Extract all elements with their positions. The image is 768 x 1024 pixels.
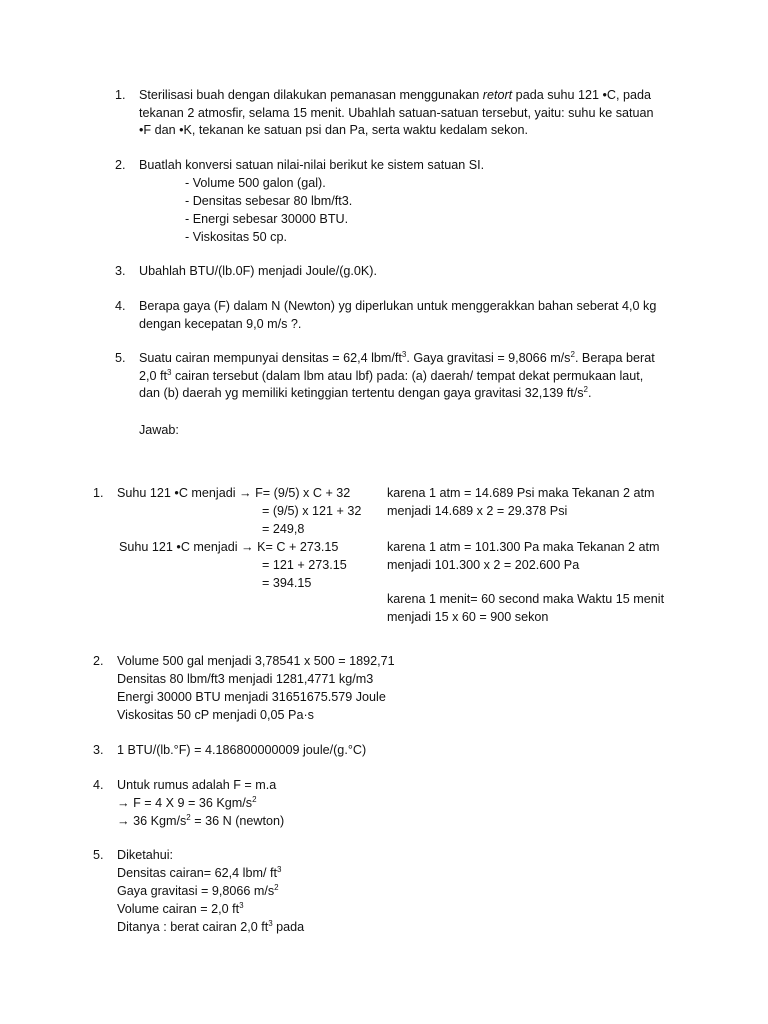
question-number: 3. — [115, 264, 126, 278]
answer-3 — [0, 742, 768, 760]
text-part: . — [588, 386, 592, 401]
answer-text: karena 1 atm = 101.300 Pa maka Tekanan 2 atm — [387, 540, 660, 554]
answer-text: Volume 500 gal menjadi 3,78541 x 500 = 1892,71 — [117, 654, 395, 668]
question-text — [139, 87, 679, 105]
answer-text: menjadi 101.300 x 2 = 202.600 Pa — [387, 558, 580, 572]
text-part: cairan tersebut (dalam lbm atau lbf) pada: (a) daerah/ tempat dekat permukaan laut, — [171, 368, 644, 383]
answer-text: menjadi 15 x 60 = 900 sekon — [387, 610, 549, 624]
list-item: - Viskositas 50 cp. — [185, 230, 287, 244]
text-part: = 36 N (newton) — [190, 814, 285, 828]
answer-number: 4. — [93, 778, 104, 792]
text-part: . Berapa berat — [574, 351, 655, 365]
answer-text: = 249,8 — [262, 522, 305, 536]
question-5 — [0, 350, 768, 404]
answer-text — [117, 795, 257, 813]
answer-text: = 394.15 — [262, 576, 312, 590]
question-text: dengan kecepatan 9,0 m/s ?. — [139, 316, 302, 331]
question-text — [139, 350, 679, 368]
question-number: 5. — [115, 351, 126, 365]
answer-number: 1. — [93, 486, 104, 500]
answer-text: Diketahui: — [117, 848, 174, 862]
answer-text: Densitas 80 lbm/ft3 menjadi 1281,4771 kg/m3 — [117, 672, 374, 686]
list-item: - Densitas sebesar 80 lbm/ft3. — [185, 194, 353, 208]
answer-text: = (9/5) x 121 + 32 — [262, 504, 362, 518]
question-number: 2. — [115, 158, 126, 172]
answer-text: Suhu 121 •C menjadi → K= C + 273.15 — [119, 540, 339, 554]
answer-text — [117, 919, 304, 937]
answer-number: 3. — [93, 743, 104, 757]
superscript: 2 — [570, 350, 575, 359]
text-part: . Gaya gravitasi = 9,8066 m/s — [406, 351, 571, 365]
list-item: - Energi sebesar 30000 BTU. — [185, 212, 349, 226]
text-part: Suatu cairan mempunyai densitas = 62,4 lbm/ft — [139, 351, 402, 365]
superscript: 2 — [583, 385, 588, 395]
question-text: Berapa gaya (F) dalam N (Newton) yg diperlukan untuk menggerakkan bahan seberat 4,0 kg — [139, 299, 657, 313]
question-4 — [0, 298, 768, 334]
answer-number: 2. — [93, 654, 104, 668]
superscript: 2 — [186, 813, 191, 822]
superscript: 2 — [252, 795, 257, 804]
answer-text: Suhu 121 •C menjadi → F= (9/5) x C + 32 — [117, 486, 351, 500]
answer-text — [117, 883, 279, 901]
question-text — [139, 385, 679, 403]
question-number: 1. — [115, 88, 126, 102]
text-part: pada — [272, 920, 305, 934]
text-part: Ditanya : berat cairan 2,0 ft — [117, 920, 269, 934]
answer-text: karena 1 atm = 14.689 Psi maka Tekanan 2 atm — [387, 486, 655, 500]
question-text: Ubahlah BTU/(lb.0F) menjadi Joule/(g.0K). — [139, 264, 377, 278]
list-item: - Volume 500 galon (gal). — [185, 176, 326, 190]
text-part: → F = 4 X 9 = 36 Kgm/s — [117, 796, 253, 810]
answer-text: 1 BTU/(lb.°F) = 4.186800000009 joule/(g.°C) — [117, 743, 367, 757]
superscript: 2 — [274, 883, 279, 892]
answer-text: karena 1 menit= 60 second maka Waktu 15 menit — [387, 592, 665, 606]
text-part: Densitas cairan= 62,4 lbm/ ft — [117, 866, 277, 880]
answer-4 — [0, 777, 768, 831]
question-2 — [0, 157, 768, 247]
question-text: Buatlah konversi satuan nilai-nilai berikut ke sistem satuan SI. — [139, 158, 485, 172]
question-1 — [0, 87, 768, 141]
answer-text: = 121 + 273.15 — [262, 558, 347, 572]
answer-1 — [0, 485, 768, 629]
answer-text — [117, 901, 244, 919]
question-text — [139, 368, 679, 386]
text-part: dan (b) daerah yg memiliki ketinggian tertentu dengan gaya gravitasi 32,139 ft/s — [139, 386, 584, 401]
answer-text — [117, 865, 281, 883]
superscript: 3 — [239, 901, 244, 910]
superscript: 3 — [401, 350, 407, 359]
text-part: 2,0 ft — [139, 368, 168, 383]
superscript: 3 — [268, 919, 273, 928]
question-3 — [0, 263, 768, 281]
answer-text: menjadi 14.689 x 2 = 29.378 Psi — [387, 504, 568, 518]
answer-text: Untuk rumus adalah F = m.a — [117, 778, 277, 792]
text-part: → 36 Kgm/s — [117, 814, 187, 828]
question-text: •F dan •K, tekanan ke satuan psi dan Pa, serta waktu kedalam sekon. — [139, 123, 528, 138]
answer-2 — [0, 653, 768, 725]
question-text-part: pada suhu 121 •C, pada — [512, 88, 652, 102]
answer-heading: Jawab: — [139, 423, 179, 437]
text-part: Volume cairan = 2,0 ft — [117, 902, 240, 916]
superscript: 3 — [276, 865, 282, 874]
answer-5 — [0, 847, 768, 937]
question-number: 4. — [115, 299, 126, 313]
question-text: tekanan 2 atmosfir, selama 15 menit. Ubahlah satuan-satuan tersebut, yaitu: suhu ke satuan — [139, 105, 654, 120]
answer-text — [117, 813, 284, 831]
superscript: 3 — [167, 367, 172, 377]
text-part: Gaya gravitasi = 9,8066 m/s — [117, 884, 275, 898]
emphasis-text: retort — [482, 88, 513, 102]
answer-number: 5. — [93, 848, 104, 862]
answer-text: Energi 30000 BTU menjadi 31651675.579 Joule — [117, 690, 386, 704]
answer-text: Viskositas 50 cP menjadi 0,05 Pa·s — [117, 708, 314, 722]
question-text-part: Sterilisasi buah dengan dilakukan pemanasan menggunakan — [139, 88, 483, 102]
